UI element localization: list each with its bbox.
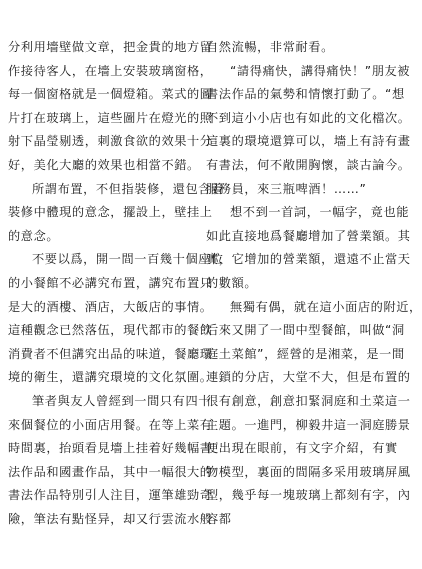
text-line: 不到這小小店也有如此的文化檔次。: [206, 110, 411, 125]
text-line: 服務員，來三瓶啤酒！……”: [206, 181, 367, 196]
text-line: 好，美化大廳的效果也相當不錯。: [8, 157, 200, 172]
text-line: 的意念。: [8, 228, 60, 243]
text-line: 消費者不但講究出品的味道，餐廳環: [8, 346, 213, 361]
text-line: 所謂布置，不但指裝修，還包含着: [32, 181, 224, 196]
text-line: 作接待客人，在墻上安裝玻璃窗格，: [8, 63, 213, 78]
text-line: 筆者與友人曾經到一間只有四十: [32, 393, 212, 408]
text-line: 裝修中體現的意念，擺設上，壁挂上: [8, 205, 213, 220]
text-line: 無獨有偶，就在這小面店的附近，: [230, 299, 422, 314]
text-line: 的數額。: [206, 275, 258, 290]
text-line: 法作品和國畫作品，其中一幅很大的: [8, 464, 213, 479]
text-line: 這種觀念已然落伍，現代都市的餐飲: [8, 323, 213, 338]
text-line: 分利用墻壁做文章，把金貴的地方留: [8, 40, 213, 54]
text-line: 每一個窗格就是一個燈箱。菜式的圖: [8, 87, 213, 102]
text-line: 險，筆法有點怪异，却又行雲流水般: [8, 511, 213, 526]
text-line: 自然流暢，非常耐看。: [206, 40, 334, 54]
text-line: 時間裏，抬頭看見墻上挂着好幾幅書: [8, 441, 213, 456]
text-line: 片打在玻璃上，這些圖片在燈光的照: [8, 110, 213, 125]
text-line: 庭土菜館”，經營的是湘菜，是一間: [206, 346, 405, 361]
text-line: 后來又開了一間中型餐館，叫做“洞: [206, 323, 405, 338]
text-line: 射下晶瑩剔透，刺激食欲的效果十分: [8, 134, 213, 149]
text-line: 書法作品特別引人注目，運筆雄勁奇: [8, 488, 213, 503]
text-line: 來個餐位的小面店用餐。在等上菜有: [8, 417, 213, 432]
text-line: 想不到一首詞，一幅字，竟也能: [230, 205, 410, 220]
text-line: 的小餐館不必講究布置，講究布置只: [8, 275, 213, 290]
text-line: “請得痛快，講得痛快！”朋友被: [230, 63, 411, 78]
text-line: 實，它增加的營業額，還遠不止當天: [206, 252, 411, 267]
text-line: 很有創意，創意扣緊洞庭和土菜這一: [206, 393, 411, 408]
text-line: 型，幾乎每一塊玻璃上都刻有字，內: [206, 488, 411, 503]
text-line: 主題。一進門，柳毅井這一洞庭勝景: [206, 417, 411, 432]
text-line: 不要以爲，開一間一百幾十個座位: [32, 252, 224, 267]
text-line: 書法作品的氣勢和情懷打動了。“想: [206, 87, 405, 102]
text-line: 容都: [206, 511, 232, 526]
text-line: 有書法，何不敞開胸懷，談古論今。: [206, 157, 411, 172]
text-line: 連鎖的分店，大堂不大，但是布置的: [206, 370, 411, 385]
text-line: 境的衛生，還講究環境的文化氛圍。: [8, 370, 213, 385]
text-line: 便出現在眼前，有文字介紹，有實: [206, 441, 398, 456]
text-line: 是大的酒樓、酒店，大飯店的事情。: [8, 299, 213, 314]
text-line: 物模型，裏面的間隔多采用玻璃屏風: [206, 464, 411, 479]
right-text-column: [206, 36, 422, 531]
text-line: 如此直接地爲餐廳增加了營業額。其: [206, 228, 411, 243]
text-line: 這裏的環境還算可以，墻上有詩有畫: [206, 134, 411, 149]
